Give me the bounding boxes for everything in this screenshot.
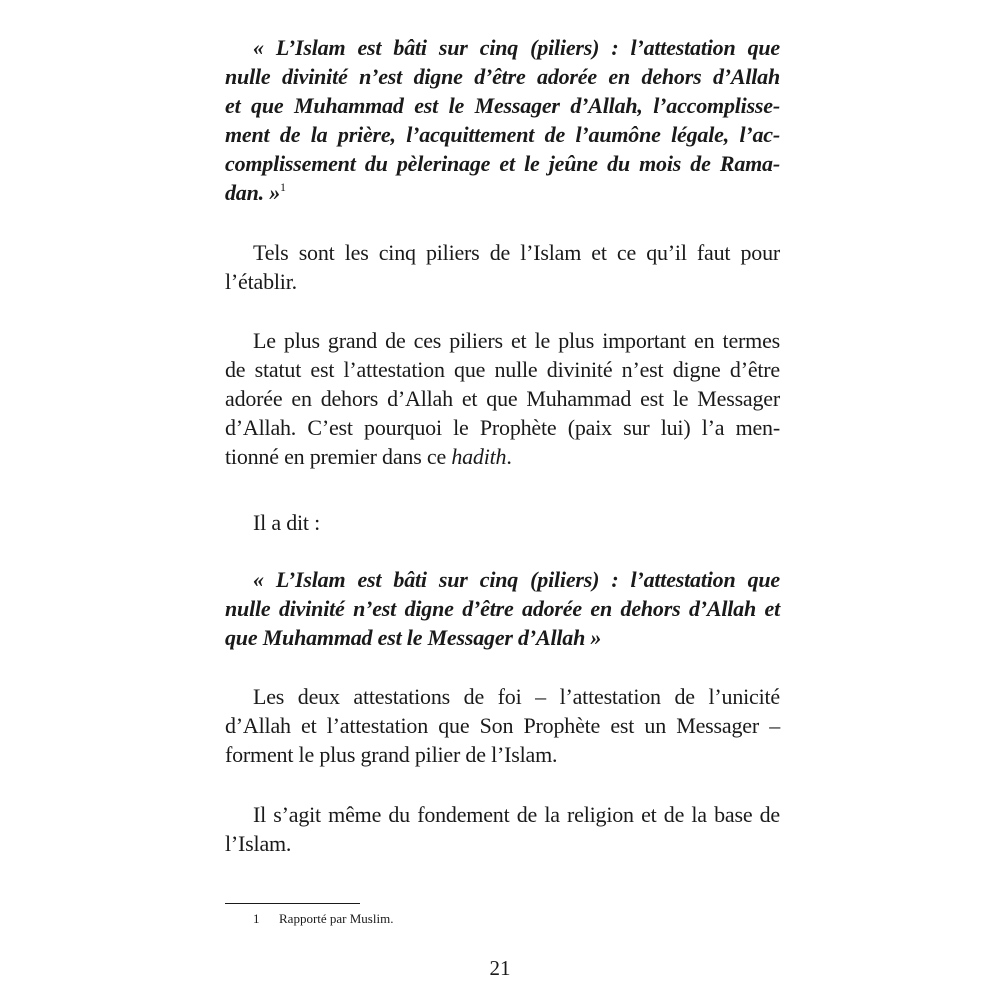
- paragraph-line: Il a dit :: [253, 510, 321, 535]
- hadith-term: hadith: [451, 444, 507, 469]
- quote-line: nulle divinité n’est digne d’être adorée en dehors d’Allah: [225, 64, 780, 89]
- quote-line: dan. »: [225, 180, 281, 205]
- paragraph-five-pillars: [225, 238, 780, 296]
- paragraph-line: d’Allah. C’est pourquoi le Prophète (paix sur lui) l’a men-: [225, 415, 780, 440]
- paragraph-foundation: [225, 800, 780, 858]
- quote-line: « L’Islam est bâti sur cinq (piliers) : l’attestation que: [253, 567, 780, 592]
- paragraph-he-said: [225, 508, 780, 537]
- paragraph-line: de statut est l’attestation que nulle divinité n’est digne d’être: [225, 357, 780, 382]
- paragraph-line-text: tionné en premier dans ce: [225, 444, 452, 469]
- paragraph-line: l’Islam.: [225, 831, 292, 856]
- paragraph-greatest-pillar: [225, 326, 780, 471]
- page-number: 21: [489, 956, 511, 980]
- paragraph-line: d’Allah et l’attestation que Son Prophète est un Messager –: [225, 713, 780, 738]
- footnote-text: Rapporté par Muslim.: [279, 911, 394, 926]
- paragraph-line: Tels sont les cinq piliers de l’Islam et ce qu’il faut pour: [253, 240, 780, 265]
- paragraph-line: forment le plus grand pilier de l’Islam.: [225, 742, 558, 767]
- footnote-reference: 1: [280, 180, 286, 194]
- quote-line: et que Muhammad est le Messager d’Allah, l’accomplisse-: [225, 93, 780, 118]
- paragraph-two-testimonies: [225, 682, 780, 769]
- paragraph-line: l’établir.: [225, 269, 297, 294]
- hadith-quote-full: [225, 33, 780, 207]
- quote-line: que Muhammad est le Messager d’Allah »: [225, 625, 602, 650]
- quote-line: « L’Islam est bâti sur cinq (piliers) : l’attestation que: [253, 35, 780, 60]
- footnote: [253, 911, 393, 927]
- footnote-number: 1: [253, 911, 260, 926]
- paragraph-line: adorée en dehors d’Allah et que Muhammad est le Messager: [225, 386, 780, 411]
- footnote-divider: [225, 903, 360, 904]
- paragraph-line-punctuation: .: [506, 444, 512, 469]
- hadith-quote-excerpt: [225, 565, 780, 652]
- paragraph-line: Les deux attestations de foi – l’attestation de l’unicité: [253, 684, 780, 709]
- quote-line: ment de la prière, l’acquittement de l’aumône légale, l’ac-: [225, 122, 780, 147]
- quote-line-last: [225, 178, 780, 207]
- paragraph-line: Le plus grand de ces piliers et le plus important en termes: [253, 328, 780, 353]
- paragraph-line: Il s’agit même du fondement de la religion et de la base de: [253, 802, 780, 827]
- quote-line: complissement du pèlerinage et le jeûne du mois de Rama-: [225, 151, 780, 176]
- paragraph-line-last: [225, 442, 780, 471]
- quote-line: nulle divinité n’est digne d’être adorée en dehors d’Allah et: [225, 596, 780, 621]
